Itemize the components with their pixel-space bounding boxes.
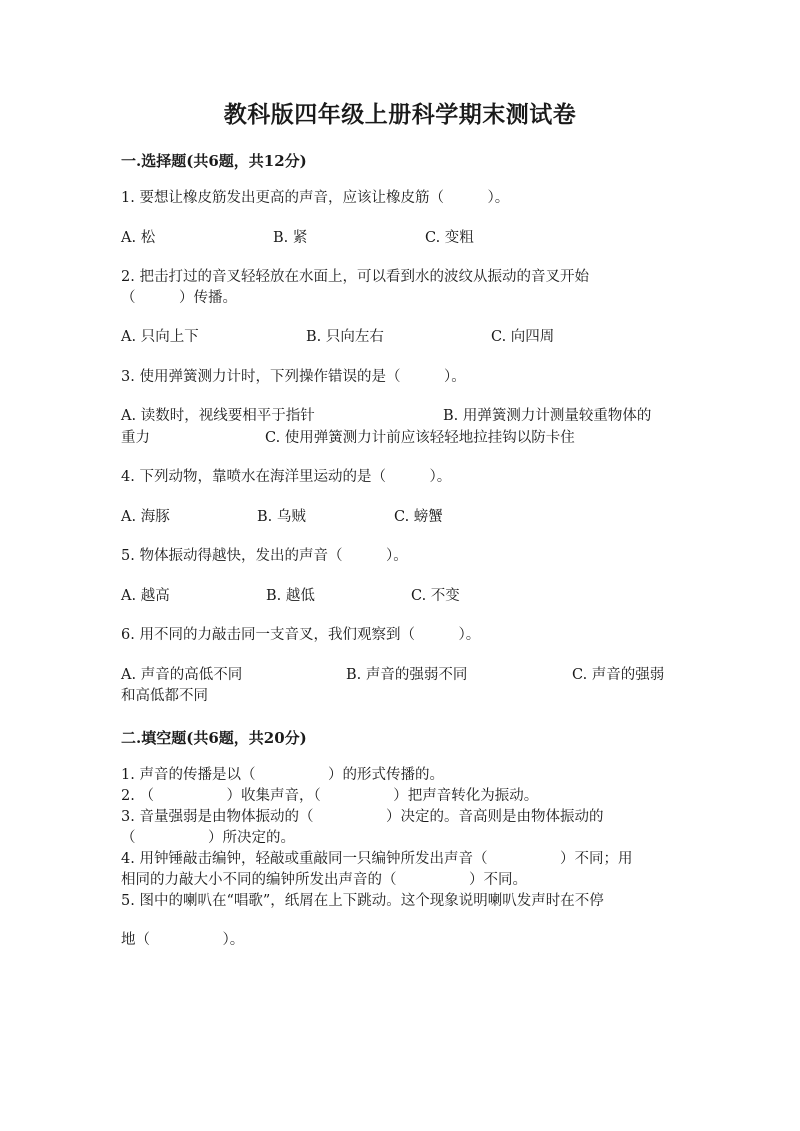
question-1-stem: 1. 要想让橡皮筋发出更高的声音，应该让橡皮筋（ ）。 <box>121 190 510 206</box>
question-5-stem: 5. 物体振动得越快，发出的声音（ ）。 <box>121 548 408 564</box>
question-5-option-a: A. 越高 <box>121 588 170 604</box>
question-2-stem-line-1: 2. 把击打过的音叉轻轻放在水面上，可以看到水的波纹从振动的音叉开始 <box>121 269 589 285</box>
question-6-option-c-wrap: 和高低都不同 <box>121 688 208 704</box>
question-4-option-a: A. 海豚 <box>121 509 170 525</box>
question-2-option-a: A. 只向上下 <box>121 329 199 345</box>
question-3-option-a: A. 读数时，视线要相平于指针 <box>121 408 315 424</box>
question-4-option-b: B. 乌贼 <box>257 509 306 525</box>
fill-line-3: 3. 音量强弱是由物体振动的（ ）决定的。音高则是由物体振动的 <box>121 809 604 825</box>
fill-line-7: 5. 图中的喇叭在“唱歌”，纸屑在上下跳动。这个现象说明喇叭发声时在不停 <box>121 893 604 909</box>
question-6-stem: 6. 用不同的力敲击同一支音叉，我们观察到（ ）。 <box>121 627 481 643</box>
question-1-option-a: A. 松 <box>121 230 156 246</box>
fill-line-8: 地（ ）。 <box>121 932 245 948</box>
question-6-option-c: C. 声音的强弱 <box>572 667 665 683</box>
question-3-option-c: C. 使用弹簧测力计前应该轻轻地拉挂钩以防卡住 <box>265 430 575 446</box>
question-1-option-b: B. 紧 <box>273 230 308 246</box>
section-2-heading: 二.填空题(共6题，共20分) <box>121 729 307 747</box>
fill-line-4: （ ）所决定的。 <box>121 830 295 846</box>
section-1-heading: 一.选择题(共6题，共12分) <box>121 152 307 170</box>
question-6-option-a: A. 声音的高低不同 <box>121 667 243 683</box>
question-4-stem: 4. 下列动物，靠喷水在海洋里运动的是（ ）。 <box>121 469 452 485</box>
question-3-stem: 3. 使用弹簧测力计时，下列操作错误的是（ ）。 <box>121 369 466 385</box>
exam-title: 教科版四年级上册科学期末测试卷 <box>223 101 577 128</box>
question-4-option-c: C. 螃蟹 <box>394 509 443 525</box>
question-5-option-c: C. 不变 <box>411 588 460 604</box>
question-1-option-c: C. 变粗 <box>425 230 474 246</box>
question-3-option-b: B. 用弹簧测力计测量较重物体的 <box>443 408 652 424</box>
question-2-stem-line-2: （ ）传播。 <box>121 290 237 306</box>
fill-line-5: 4. 用钟锤敲击编钟，轻敲或重敲同一只编钟所发出声音（ ）不同；用 <box>121 851 633 867</box>
question-3-option-b-wrap: 重力 <box>121 430 150 446</box>
fill-line-2: 2. （ ）收集声音，（ ）把声音转化为振动。 <box>121 788 539 804</box>
question-6-option-b: B. 声音的强弱不同 <box>346 667 468 683</box>
fill-line-1: 1. 声音的传播是以（ ）的形式传播的。 <box>121 767 444 783</box>
question-5-option-b: B. 越低 <box>266 588 315 604</box>
fill-line-6: 相同的力敲大小不同的编钟所发出声音的（ ）不同。 <box>121 872 527 888</box>
question-2-option-b: B. 只向左右 <box>306 329 384 345</box>
question-2-option-c: C. 向四周 <box>491 329 555 345</box>
